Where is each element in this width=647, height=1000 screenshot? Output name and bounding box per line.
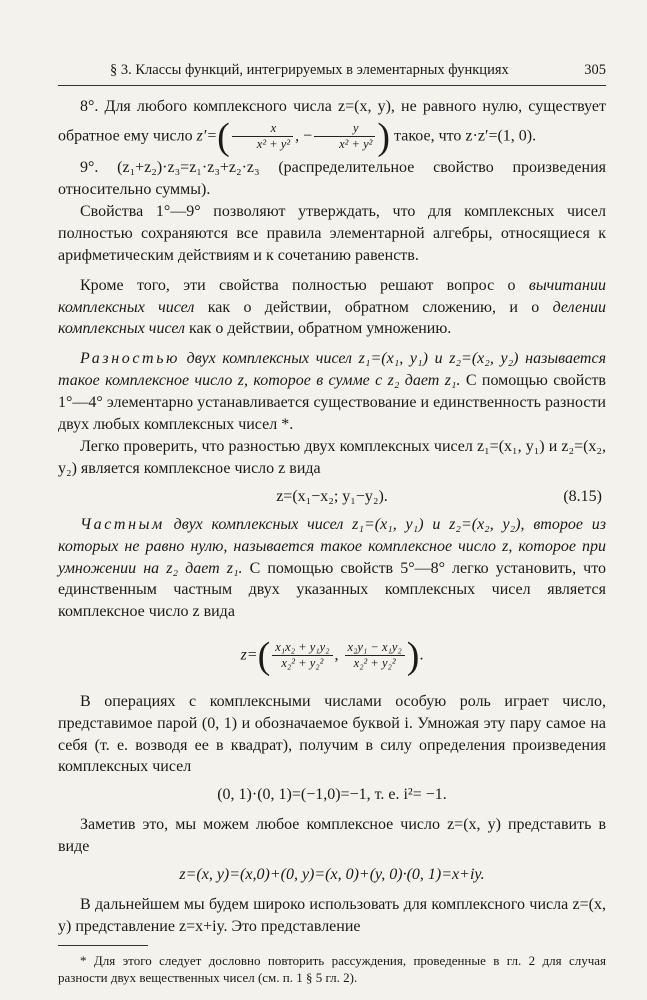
quotient-imag-part bbox=[345, 640, 405, 671]
quotient-real-part bbox=[272, 640, 332, 671]
operations-paragraph: В операциях с комплексными числами особую роль играет число, представимое парой (0, 1) и обозначаемое буквой i. Умножая эту пару самое на себя (т. е. возводя ее в квадрат), получим в силу определения произведения комплексных чисел bbox=[58, 692, 606, 776]
property-9: 9°. (z₁+z₂)·z₃=z₁·z₃+z₂·z₃ (распределительное свойство произведения относительно суммы). bbox=[58, 158, 606, 198]
real-part-numerator: x₁x₂ + y₁y₂ bbox=[272, 640, 332, 656]
quotient-term: Частным bbox=[80, 515, 165, 533]
quotient-definition-text: двух комплексных чисел z₁=(x₁, y₁) и z₂=(x₂, y₂), второе из которых не равно нулю, называется такое комплексное число z, которое при умножении на z₂ дает z₁. bbox=[58, 515, 606, 577]
quotient-period: . bbox=[419, 646, 424, 664]
equation-8-15-expression: z=(x₁−x₂; y₁−y₂). bbox=[276, 487, 388, 505]
fraction-y-numerator: y bbox=[314, 121, 375, 137]
fraction-x-numerator: x bbox=[232, 121, 293, 137]
difference-term: Разностью bbox=[80, 350, 180, 368]
fraction-x bbox=[232, 121, 293, 152]
fraction-comma: , bbox=[295, 127, 300, 145]
property-8 bbox=[58, 96, 606, 156]
equation-number: (8.15) bbox=[563, 487, 602, 505]
noting-paragraph: Заметив это, мы можем любое комплексное число z=(x, y) представить в виде bbox=[58, 816, 606, 855]
header-title: § 3. Классы функций, интегрируемых в элементарных функциях bbox=[110, 62, 509, 78]
besides-text-c: как о действии, обратном сложению, и о bbox=[194, 298, 553, 316]
later-paragraph: В дальнейшем мы будем широко использовать для комплексного числа z=(x, y) представление z=x+iy. Это представление bbox=[58, 895, 606, 935]
left-paren: ( bbox=[217, 115, 230, 158]
difference-existence-text: С помощью свойств 1°—4° элементарно устанавливается существование и единственность разности двух любых комплексных чисел *. bbox=[58, 371, 606, 433]
property-8-tail: такое, что z·z′=(1, 0). bbox=[394, 127, 537, 145]
quotient-lhs: z= bbox=[240, 646, 258, 664]
property-8-lead: 8°. Для любого комплексного числа z=(x, y), не равного нулю, существует обратное ему число bbox=[58, 98, 606, 145]
fraction-x-denominator: x² + y² bbox=[256, 137, 291, 152]
check-paragraph: Легко проверить, что разностью двух комплексных чисел z₁=(x₁, y₁) и z₂=(x₂, y₂) является комплексное число z вида bbox=[58, 438, 606, 478]
right-paren: ) bbox=[377, 115, 391, 158]
quotient-comma: , bbox=[334, 646, 339, 664]
difference-definition-text: двух комплексных чисел z₁=(x₁, y₁) и z₂=(x₂, y₂) называется такое комплексное число z, которое в сумме с z₂ дает z₁. bbox=[58, 350, 606, 389]
quotient-definition bbox=[58, 514, 606, 623]
equation-8-15 bbox=[58, 486, 606, 508]
fraction-y-denominator: x² + y² bbox=[339, 137, 373, 152]
besides-paragraph bbox=[58, 275, 606, 340]
quotient-uniqueness-text: С помощью свойств 5°—8° легко установить, что единственным частным двух указанных комплексных чисел является комплексное число z вида bbox=[58, 559, 606, 621]
z-prime-label: z′= bbox=[196, 127, 218, 145]
running-header bbox=[58, 62, 606, 86]
fraction-y bbox=[314, 121, 375, 152]
footnote-rule bbox=[58, 945, 148, 946]
properties-paragraph: Свойства 1°—9° позволяют утверждать, что для комплексных чисел полностью сохраняются все правила элементарной алгебры, относящиеся к арифметическим действиям и к сочетанию равенств. bbox=[58, 203, 606, 264]
imag-part-numerator: x₂y₁ − x₁y₂ bbox=[345, 640, 405, 656]
real-part-denominator: x₂² + y₂² bbox=[281, 656, 324, 671]
i-squared-equation: (0, 1)·(0, 1)=(−1,0)=−1, т. е. i²= −1. bbox=[217, 786, 447, 804]
besides-text-a: Кроме того, эти свойства полностью решают вопрос о bbox=[80, 276, 529, 294]
fraction-minus: − bbox=[303, 127, 313, 145]
quotient-formula bbox=[58, 634, 606, 677]
difference-definition bbox=[58, 348, 606, 435]
subtraction-term: вычитании комплексных чисел bbox=[58, 276, 606, 316]
quotient-left-paren: ( bbox=[257, 634, 271, 677]
page-number: 305 bbox=[584, 62, 606, 78]
representation-equation: z=(x, y)=(x,0)+(0, y)=(x, 0)+(y, 0)·(0, 1)=x+iy. bbox=[179, 865, 485, 883]
besides-text-e: как о действии, обратном умножению. bbox=[185, 320, 452, 338]
quotient-right-paren: ) bbox=[406, 634, 420, 677]
division-term: делении комплексных чисел bbox=[58, 298, 606, 338]
footnote: * Для этого следует дословно повторить рассуждения, проведенные в гл. 2 для случая разности двух вещественных чисел (см. п. 1 § 5 гл. 2). bbox=[58, 953, 606, 986]
imag-part-denominator: x₂² + y₂² bbox=[353, 656, 396, 671]
book-page bbox=[58, 62, 606, 986]
